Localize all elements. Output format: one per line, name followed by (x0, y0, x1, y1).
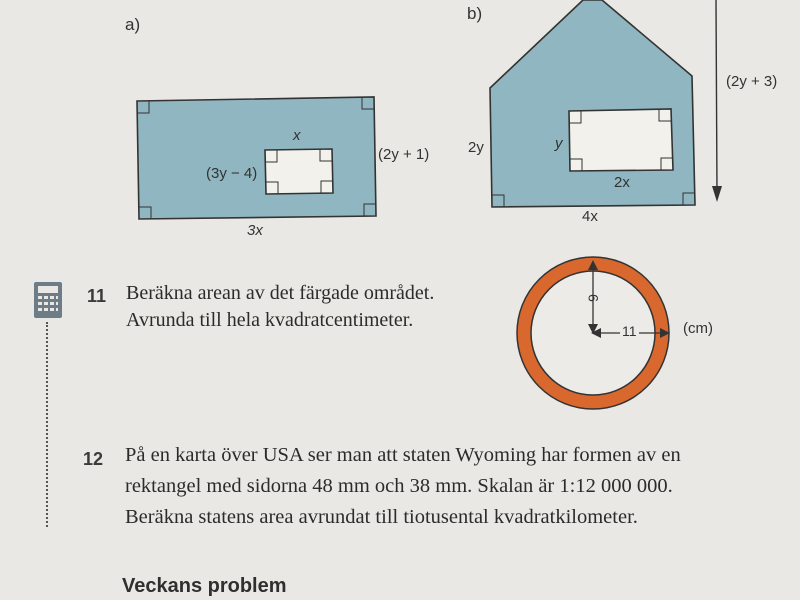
figure-b-inner-bottom-label: 2x (614, 174, 630, 191)
calculator-icon (33, 281, 63, 319)
problem-12-number: 12 (83, 449, 104, 469)
figure-a-inner-rect (265, 149, 333, 194)
figure-b-height-arrow (716, 0, 717, 194)
ring-unit-label: (cm) (683, 320, 713, 337)
figure-b-outer-left-label: 2y (468, 139, 484, 156)
ring-outer-radius-label: 11 (622, 323, 637, 339)
figure-a-label: a) (125, 15, 141, 34)
problem-11-number: 11 (87, 286, 107, 306)
ring-inner-radius-label: 9 (584, 294, 601, 302)
figure-a-outer-rect (137, 97, 376, 219)
problem-12-line3: Beräkna statens area avrundat till tiotusental kvadratkilometer. (125, 506, 638, 528)
problem-12-line2: rektangel med sidorna 48 mm och 38 mm. Skalan är 1:12 000 000. (125, 475, 673, 497)
figure-b-outer-bottom-label: 4x (582, 208, 598, 225)
figure-a-outer-right-label: (2y + 1) (378, 146, 430, 163)
problem-12-line1: På en karta över USA ser man att staten Wyoming har formen av en (125, 444, 681, 466)
problem-11-line1: Beräkna arean av det färgade området. (126, 282, 435, 304)
problem-11-line2: Avrunda till hela kvadratcentimeter. (126, 309, 414, 331)
figure-a-outer-bottom-label: 3x (247, 222, 263, 239)
figure-a-inner-top-label: x (293, 127, 301, 144)
section-heading: Veckans problem (122, 575, 287, 597)
figure-b-inner-left-label: y (555, 135, 563, 152)
margin-dotted-line (46, 322, 48, 527)
figure-b-label: b) (467, 4, 483, 23)
figure-a-inner-left-label: (3y − 4) (206, 165, 258, 182)
figure-b-height-label: (2y + 3) (726, 73, 778, 90)
figure-b-inner-rect (569, 109, 673, 171)
figure-b-house (490, 0, 695, 207)
